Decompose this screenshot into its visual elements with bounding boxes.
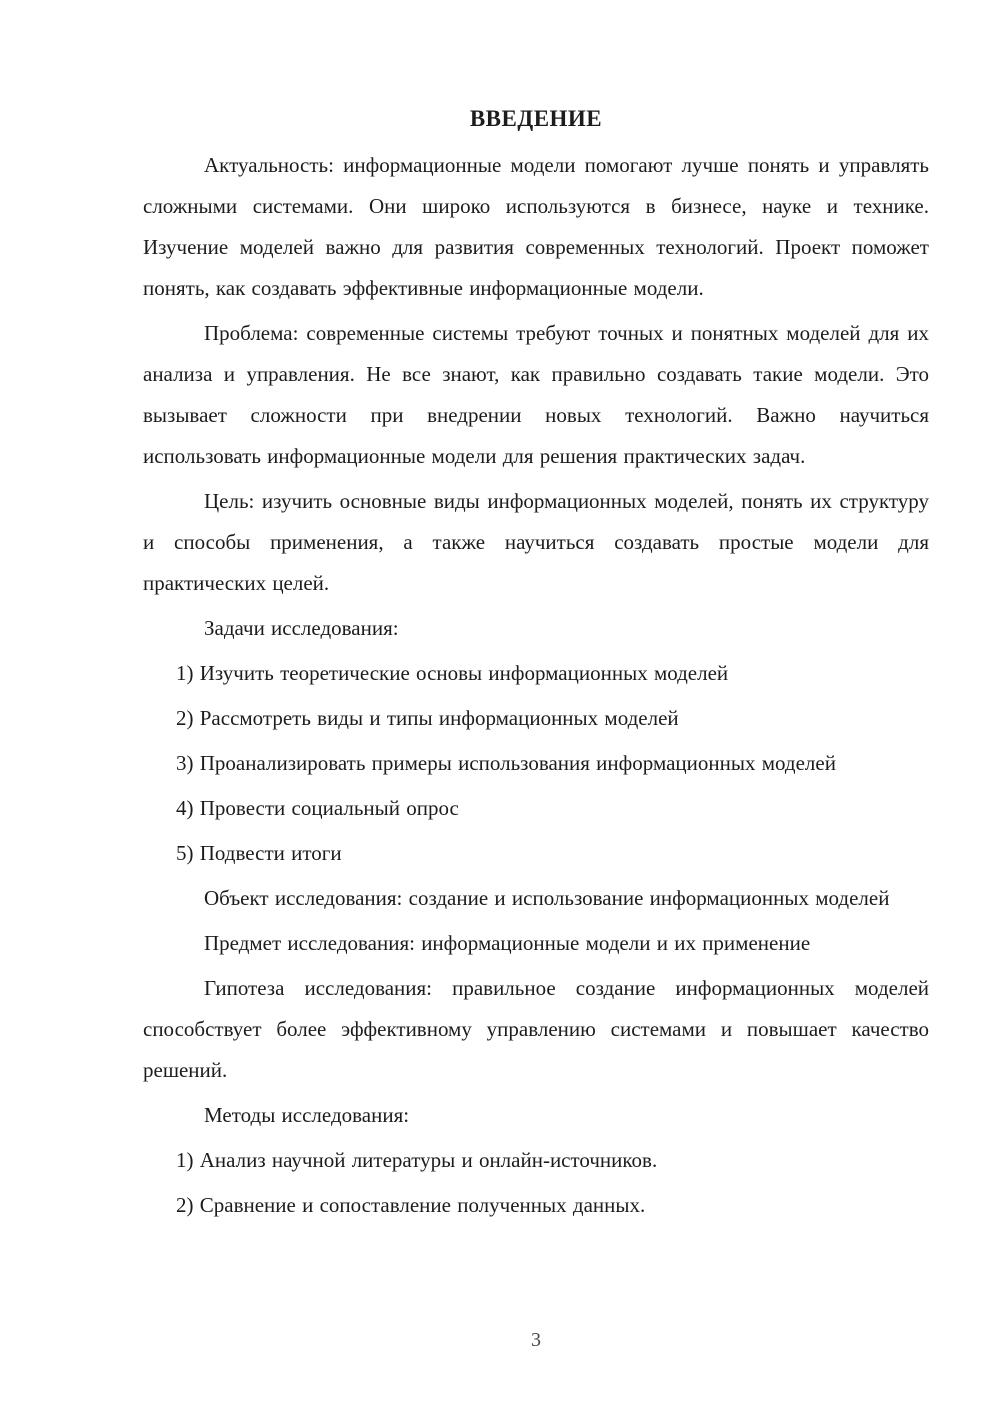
section-title: ВВЕДЕНИЕ bbox=[469, 106, 603, 131]
paragraph-methods-heading: Методы исследования: bbox=[204, 1103, 410, 1127]
task-list-item-3: 3) Проанализировать примеры использования информационных моделей bbox=[176, 751, 836, 775]
paragraph-goal: Цель: изучить основные виды информационных моделей, понять их структуру и способы применения, а также научиться создавать простые модели для практических целей. bbox=[143, 489, 929, 595]
paragraph-tasks-heading: Задачи исследования: bbox=[204, 616, 399, 640]
paragraph-problem: Проблема: современные системы требуют точных и понятных моделей для их анализа и управления. Не все знают, как правильно создавать такие модели. Это вызывает сложности при внедрении новых технологий. Важно научиться использовать информационные модели для решения практических задач. bbox=[143, 321, 929, 468]
paragraph-hypothesis: Гипотеза исследования: правильное создание информационных моделей способствует более эффективному управлению системами и повышает качество решений. bbox=[143, 976, 929, 1082]
paragraph-subject: Предмет исследования: информационные модели и их применение bbox=[204, 931, 811, 955]
method-list-item-1: 1) Анализ научной литературы и онлайн-источников. bbox=[176, 1148, 658, 1172]
paragraph-object: Объект исследования: создание и использование информационных моделей bbox=[204, 886, 890, 910]
task-list-item-4: 4) Провести социальный опрос bbox=[176, 796, 459, 820]
task-list-item-1: 1) Изучить теоретические основы информационных моделей bbox=[176, 661, 729, 685]
task-list-item-5: 5) Подвести итоги bbox=[176, 841, 342, 865]
task-list-item-2: 2) Рассмотреть виды и типы информационных моделей bbox=[176, 706, 679, 730]
page-number: 3 bbox=[531, 1329, 541, 1351]
method-list-item-2: 2) Сравнение и сопоставление полученных данных. bbox=[176, 1193, 646, 1217]
paragraph-relevance: Актуальность: информационные модели помогают лучше понять и управлять сложными системами. Они широко используются в бизнесе, науке и технике. Изучение моделей важно для развития современных технологий. Проект поможет понять, как создавать эффективные информационные модели. bbox=[143, 153, 929, 300]
